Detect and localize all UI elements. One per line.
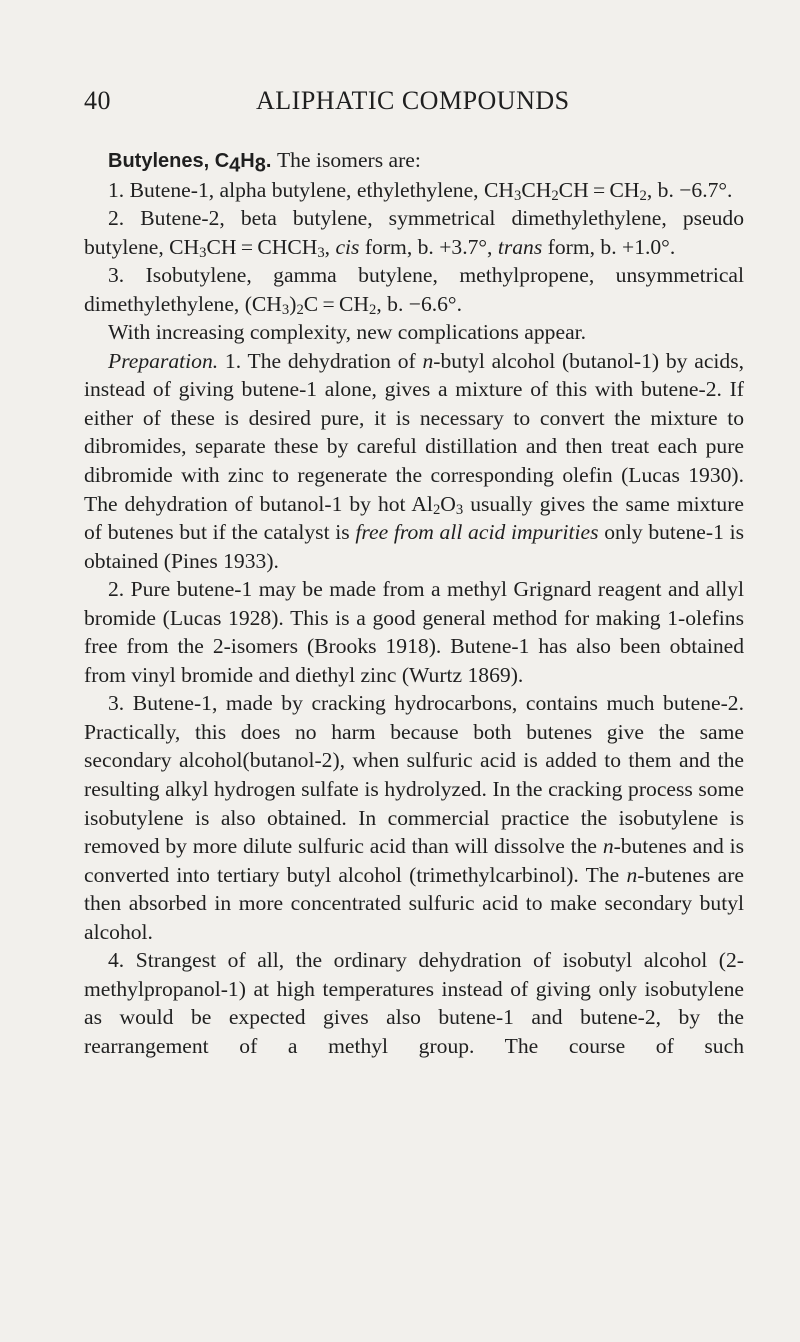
text-run: only butene-1 is obtained (Pines 1933). xyxy=(84,520,744,573)
paragraph xyxy=(84,575,744,689)
text-run: 3. Isobutylene, gamma butylene, methylpropene, unsymmetrical dimethylethylene, (CH xyxy=(84,263,744,316)
paragraph xyxy=(84,347,744,575)
text-run: 4. Strangest of all, the ordinary dehydration of isobutyl alcohol (2-methylpropanol-1) at high temperatures instead of giving only isobutylene as would be expected gives also butene-1 and butene-2, by the rearrangement of a methyl group. The course of such xyxy=(84,948,744,1058)
paragraph xyxy=(84,318,744,347)
text-run: CH = CH xyxy=(558,177,640,202)
text-run: 3 xyxy=(317,244,325,261)
text-run: 8 xyxy=(254,154,266,177)
paragraph xyxy=(84,689,744,946)
paragraph xyxy=(84,204,744,261)
text-run: -butyl alcohol (butanol-1) by acids, instead of giving butene-1 alone, gives a mixture of this with butene-2. If either of these is desired pure, it is necessary to convert the mixture to dibromides, separate these by careful distillation and then treat each pure dibromide with zinc to regenerate the corresponding olefin (Lucas 1930). The dehydration of butanol-1 by hot Al xyxy=(84,348,744,516)
text-run: 3 xyxy=(513,187,522,204)
text-run: trans xyxy=(497,234,543,259)
paragraph xyxy=(84,146,744,176)
text-run: 3 xyxy=(455,501,464,518)
text-run: , b. −6.6°. xyxy=(376,291,462,316)
text-run: -butenes and is converted into tertiary butyl alcohol (trimethylcarbinol). The xyxy=(84,834,744,887)
text-run: The isomers are: xyxy=(276,148,421,172)
text-run: n xyxy=(422,348,434,373)
text-run: free from all acid impurities xyxy=(355,520,599,545)
text-run: -butenes are then absorbed in more concentrated sulfuric acid to make secondary butyl alcohol. xyxy=(84,862,744,944)
page-number: 40 xyxy=(84,86,111,115)
text-run: Preparation. xyxy=(108,348,219,373)
text-run: 2 xyxy=(639,187,647,204)
text-run: 2 xyxy=(432,501,441,518)
text-run: 2. Butene-2, beta butylene, symmetrical dimethylethylene, pseudo butylene, CH xyxy=(84,206,744,259)
text-run: 2 xyxy=(369,301,377,318)
text-run: CH xyxy=(521,177,552,202)
text-run: ) xyxy=(289,291,297,316)
text-run: n xyxy=(602,834,614,859)
text-run: usually gives the same mixture of butenes but if the catalyst is xyxy=(84,491,745,545)
page-header xyxy=(84,86,760,122)
text-run: cis xyxy=(335,234,360,259)
text-run: 1. The dehydration of xyxy=(218,348,423,373)
text-run: 3 xyxy=(281,301,290,318)
paragraph xyxy=(84,261,744,318)
paragraph xyxy=(84,946,744,1060)
text-run: C = CH xyxy=(303,291,370,316)
paragraph xyxy=(84,176,744,205)
text-run: , xyxy=(324,234,336,259)
text-run: 2 xyxy=(551,187,559,204)
text-run: H xyxy=(240,150,255,172)
text-run: With increasing complexity, new complications appear. xyxy=(108,320,587,345)
text-run: n xyxy=(626,862,638,887)
text-run: , b. −6.7°. xyxy=(646,177,733,202)
text-run: 3. Butene-1, made by cracking hydrocarbons, contains much butene-2. Practically, this does no harm because both butenes give the same secondary alcohol(butanol-2), when sulfuric acid is added to them and the resulting alkyl hydrogen sulfate is hydrolyzed. In the cracking process some isobutylene is also obtained. In commercial practice the isobutylene is removed by more dilute sulfuric acid than will dissolve the xyxy=(84,691,744,859)
text-run: 3 xyxy=(199,244,207,261)
running-head: ALIPHATIC COMPOUNDS xyxy=(256,86,570,115)
text-run: 2. Pure butene-1 may be made from a methyl Grignard reagent and allyl bromide (Lucas 1928). This is a good general method for making 1-olefins free from the 2-isomers (Brooks 1918). Butene-1 has also been obtained from vinyl bromide and diethyl zinc (Wurtz 1869). xyxy=(84,577,744,687)
text-run: 1. Butene-1, alpha butylene, ethylethylene, CH xyxy=(108,177,514,202)
text-run: Butylenes, C xyxy=(108,150,230,172)
text-run: 2 xyxy=(296,301,304,318)
body-text xyxy=(84,146,744,1061)
text-run: . xyxy=(265,150,277,172)
text-run: form, b. +3.7°, xyxy=(359,234,498,259)
text-run: CH = CHCH xyxy=(206,234,318,259)
text-run: 4 xyxy=(229,154,241,177)
text-run: form, b. +1.0°. xyxy=(542,234,676,259)
text-run: O xyxy=(440,491,456,516)
